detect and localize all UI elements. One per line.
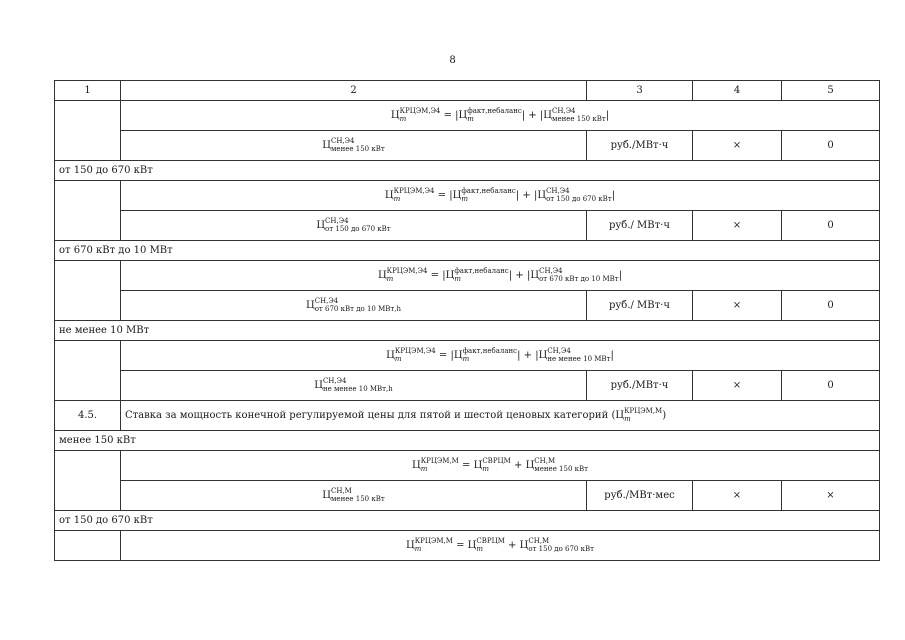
- formula-formula-0-term1-symbol: [458, 107, 522, 123]
- formula-formula2-1-term2-indices: [528, 538, 594, 553]
- unit-cell: руб./МВт·ч: [587, 371, 693, 401]
- formula-formula2-1-term2-letter: Ц: [519, 540, 529, 551]
- formula-formula-1-abs-close: |: [515, 190, 520, 201]
- formula-formula-1-lhs-letter: Ц: [384, 190, 394, 201]
- range-label-cell: от 150 до 670 кВт: [55, 511, 880, 531]
- formula-formula-0-lhs-superscript: КРЦЭМ,Э4: [399, 107, 441, 115]
- param-0-subscript: менее 150 кВт: [330, 145, 385, 153]
- param-0-symbol: [322, 137, 385, 153]
- stavka-superscript: КРЦЭМ,М: [624, 407, 663, 415]
- formula-formula-1-abs-open2: |: [533, 190, 538, 201]
- formula-formula2-1-lhs-symbol: [406, 537, 453, 553]
- label-row: [55, 431, 880, 451]
- formula-formula-2-lhs-symbol: [377, 267, 428, 283]
- formula-formula-3-lhs-indices: [395, 348, 436, 363]
- formula-formula-2-term1-letter: Ц: [445, 270, 455, 281]
- formula-formula2-0-lhs-superscript: КРЦЭМ,М: [420, 457, 459, 465]
- formula-formula2-0-term2-letter: Ц: [525, 460, 535, 471]
- formula-formula2-0-lhs-symbol: [411, 457, 459, 473]
- header-col-2: 2: [121, 81, 587, 101]
- formula-formula-2-term2-symbol: [530, 267, 619, 283]
- col4-cell: ×: [693, 211, 782, 241]
- tariff-table: [54, 80, 880, 561]
- header-row: [55, 81, 880, 101]
- param-2-symbol: [305, 297, 402, 313]
- formula2-row: [55, 451, 880, 481]
- formula-cell: [121, 341, 880, 371]
- formula-formula2-0: [411, 457, 589, 473]
- formula-formula-0-term2-superscript: СН,Э4: [552, 107, 576, 115]
- formula-formula-0-equals: =: [440, 110, 456, 121]
- param-1-superscript: СН,Э4: [325, 217, 349, 225]
- formula-formula-2-abs-close: |: [508, 270, 513, 281]
- formula-formula-1-term2-indices: [546, 188, 612, 203]
- formula-formula2-1-equals: =: [452, 540, 468, 551]
- param-symbol-cell: [121, 131, 587, 161]
- col4-cell: ×: [693, 481, 782, 511]
- formula-formula2-1-term1-indices: [476, 538, 504, 553]
- formula-formula-0-abs-open: |: [455, 110, 459, 121]
- param-3-symbol: [314, 377, 393, 393]
- param-row: [55, 291, 880, 321]
- formula-formula-3-term2-subscript: не менее 10 МВт: [547, 355, 611, 363]
- formula-formula-2-lhs-letter: Ц: [377, 270, 387, 281]
- formula-formula-0-term2-letter: Ц: [543, 110, 553, 121]
- formula-formula-0-term1-indices: [467, 108, 522, 123]
- formula-formula-1-term1-superscript: факт,небаланс: [461, 187, 516, 195]
- formula-formula2-0-term1-letter: Ц: [473, 460, 483, 471]
- col5-cell: 0: [782, 211, 880, 241]
- col4-cell: ×: [693, 371, 782, 401]
- formula-formula-3-abs-close: |: [517, 350, 521, 361]
- formula-formula-1-term2-letter: Ц: [537, 190, 547, 201]
- formula-formula-2: [377, 267, 623, 283]
- formula-formula-3-term2-superscript: СН,Э4: [547, 347, 571, 355]
- range-label-cell: менее 150 кВт: [55, 431, 880, 451]
- formula-formula-1-abs-close2: |: [611, 190, 616, 201]
- formula-formula2-0-term1-symbol: [473, 457, 511, 473]
- formula-formula-3-equals: =: [435, 350, 451, 361]
- formula-formula-1-term1-subscript: m: [461, 195, 468, 203]
- formula-cell: [121, 451, 880, 481]
- param-4-letter: Ц: [322, 490, 331, 501]
- formula-formula-1-term2-superscript: СН,Э4: [546, 187, 570, 195]
- param-4-subscript: менее 150 кВт: [330, 495, 385, 503]
- formula-formula-2-lhs-subscript: m: [386, 275, 394, 283]
- formula-formula-3: [386, 347, 614, 363]
- formula-formula-0-plus: +: [525, 110, 540, 121]
- stavka-indices: [624, 408, 662, 423]
- param-1-indices: [325, 218, 391, 233]
- label-row: [55, 241, 880, 261]
- item-number-cell: 4.5.: [55, 401, 121, 431]
- formula-formula-2-term2-indices: [539, 268, 619, 283]
- formula-cell: [121, 101, 880, 131]
- range-label-cell: от 670 кВт до 10 МВт: [55, 241, 880, 261]
- page-number: 8: [449, 55, 456, 66]
- stavka-text: Ставка за мощность конечной регулируемой цены для пятой и шестой ценовых категорий (Ц: [125, 410, 625, 421]
- formula-formula-3-term2-symbol: [538, 347, 614, 363]
- formula-formula-1-term1-indices: [461, 188, 516, 203]
- col4-cell: ×: [693, 291, 782, 321]
- formula-formula-2-term2-subscript: от 670 кВт до 10 МВт: [539, 275, 619, 283]
- formula-formula-1-term2-symbol: [537, 187, 612, 203]
- formula-formula-1: [384, 187, 616, 203]
- formula-formula-3-term2-indices: [547, 348, 610, 363]
- col5-cell: ×: [782, 481, 880, 511]
- param-row: [55, 481, 880, 511]
- formula-formula2-0-term1-subscript: m: [482, 465, 489, 473]
- formula-formula2-0-term2-symbol: [525, 457, 589, 473]
- param-symbol-cell: [121, 211, 587, 241]
- formula-formula2-0-term2-subscript: менее 150 кВт: [534, 465, 589, 473]
- formula-formula2-0-term2-indices: [534, 458, 588, 473]
- formula-formula-2-abs-open2: |: [526, 270, 531, 281]
- formula-formula-2-term1-symbol: [445, 267, 509, 283]
- formula-formula-3-term1-indices: [462, 347, 521, 363]
- left-empty-cell: [55, 181, 121, 241]
- formula-formula-2-equals: =: [427, 270, 443, 281]
- param-row: [55, 211, 880, 241]
- formula-formula2-1-term1-subscript: m: [476, 545, 484, 553]
- formula-formula2-1-lhs-superscript: КРЦЭМ,М: [414, 537, 453, 545]
- stavka-close: ): [662, 410, 667, 421]
- param-row: [55, 371, 880, 401]
- formula-row: [55, 261, 880, 291]
- param-1-symbol: [316, 217, 391, 233]
- formula-formula-2-abs-open: |: [442, 270, 446, 281]
- formula-formula-3-abs-open2: |: [535, 350, 539, 361]
- left-empty-cell: [55, 101, 121, 161]
- formula-formula-0-term2-indices: [552, 108, 606, 123]
- formula-formula2-1-term2-subscript: от 150 до 670 кВт: [528, 545, 594, 553]
- formula-formula-3-abs-open: |: [450, 350, 454, 361]
- formula-formula-3-term1-symbol: [453, 347, 518, 363]
- formula-formula-1-lhs-subscript: m: [393, 195, 401, 203]
- formula-cell: [121, 181, 880, 211]
- formula-formula2-1-plus: +: [504, 540, 520, 551]
- formula-formula-1-abs-open: |: [449, 190, 453, 201]
- formula-formula-3-lhs-subscript: m: [394, 355, 402, 363]
- formula-formula-3-abs-close2: |: [610, 350, 614, 361]
- formula-formula-3-term1-superscript: факт,небаланс: [462, 347, 518, 355]
- param-1-letter: Ц: [316, 220, 326, 231]
- formula-formula-0-abs-close: |: [521, 110, 526, 121]
- formula-formula2-0-lhs-subscript: m: [420, 465, 428, 473]
- param-row: [55, 131, 880, 161]
- formula-formula-2-abs-close2: |: [618, 270, 623, 281]
- formula-formula-0-lhs-indices: [400, 108, 441, 123]
- stavka-subscript: m: [624, 415, 631, 423]
- formula-formula-1-lhs-indices: [394, 188, 435, 203]
- col4-cell: ×: [693, 131, 782, 161]
- formula-formula-0-lhs-symbol: [390, 107, 441, 123]
- formula-formula-0-term1-subscript: m: [467, 115, 474, 123]
- header-col-3: 3: [587, 81, 693, 101]
- formula-formula-3-term1-letter: Ц: [453, 350, 463, 361]
- unit-cell: руб./МВт·ч: [587, 131, 693, 161]
- param-2-letter: Ц: [305, 300, 315, 311]
- param-2-superscript: СН,Э4: [314, 297, 339, 305]
- formula-formula-0-term2-symbol: [543, 107, 606, 123]
- formula-formula2-0-lhs-indices: [421, 458, 459, 473]
- formula-formula2-0-term2-superscript: СН,М: [534, 457, 556, 465]
- formula-formula2-0-lhs-letter: Ц: [411, 460, 421, 471]
- formula-formula2-1-term1-symbol: [467, 537, 505, 553]
- unit-cell: руб./ МВт·ч: [587, 211, 693, 241]
- formula-formula-0-term1-letter: Ц: [458, 110, 468, 121]
- header-col-4: 4: [693, 81, 782, 101]
- formula-formula-0-term2-subscript: менее 150 кВт: [552, 115, 606, 123]
- stavka-row: [55, 401, 880, 431]
- formula-formula-0-lhs-letter: Ц: [390, 110, 400, 121]
- formula-formula-3-lhs-symbol: [386, 347, 436, 363]
- col5-cell: 0: [782, 371, 880, 401]
- formula-formula-2-lhs-superscript: КРЦЭМ,Э4: [386, 267, 428, 275]
- header-col-5: 5: [782, 81, 880, 101]
- formula-formula-2-term2-superscript: СН,Э4: [539, 267, 563, 275]
- formula-formula2-0-equals: =: [458, 460, 474, 471]
- left-empty-cell: [55, 451, 121, 511]
- formula-formula-3-plus: +: [520, 350, 536, 361]
- param-0-letter: Ц: [322, 140, 331, 151]
- unit-cell: руб./ МВт·ч: [587, 291, 693, 321]
- param-1-subscript: от 150 до 670 кВт: [325, 225, 391, 233]
- formula-formula-3-lhs-superscript: КРЦЭМ,Э4: [394, 347, 436, 355]
- formula-formula2-1-lhs-letter: Ц: [406, 540, 415, 551]
- param-4-indices: [331, 488, 385, 503]
- formula-formula2-0-plus: +: [510, 460, 526, 471]
- formula-formula-3-lhs-letter: Ц: [386, 350, 395, 361]
- formula-formula-1-equals: =: [434, 190, 450, 201]
- param-3-indices: [323, 378, 393, 393]
- formula2-row: [55, 531, 880, 561]
- formula-formula2-0-term1-indices: [482, 458, 510, 473]
- formula-formula-2-term2-letter: Ц: [530, 270, 540, 281]
- formula-formula-0-abs-open2: |: [539, 110, 544, 121]
- col5-cell: 0: [782, 131, 880, 161]
- param-0-indices: [331, 138, 385, 153]
- left-empty-cell: [55, 261, 121, 321]
- formula-cell: [121, 261, 880, 291]
- left-empty-cell: [55, 531, 121, 561]
- formula-formula-0: [390, 107, 610, 123]
- formula-formula-2-term1-subscript: m: [454, 275, 461, 283]
- formula-formula2-1-lhs-subscript: m: [414, 545, 422, 553]
- col5-cell: 0: [782, 291, 880, 321]
- param-3-subscript: не менее 10 МВт,h: [322, 385, 393, 393]
- range-label-cell: от 150 до 670 кВт: [55, 161, 880, 181]
- formula-formula-2-lhs-indices: [387, 268, 428, 283]
- formula-formula2-1: [406, 537, 594, 553]
- formula-formula-1-term1-letter: Ц: [452, 190, 462, 201]
- formula-formula-2-plus: +: [512, 270, 527, 281]
- formula-formula-3-term2-letter: Ц: [538, 350, 548, 361]
- param-symbol-cell: [121, 481, 587, 511]
- formula-formula-1-term2-subscript: от 150 до 670 кВт: [546, 195, 612, 203]
- range-label-cell: не менее 10 МВт: [55, 321, 880, 341]
- param-2-subscript: от 670 кВт до 10 МВт,h: [314, 305, 402, 313]
- stavka-text-cell: [121, 401, 880, 431]
- formula-formula-1-lhs-symbol: [384, 187, 435, 203]
- label-row: [55, 511, 880, 531]
- formula-formula-0-term1-superscript: факт,небаланс: [467, 107, 522, 115]
- formula-formula2-0-term1-superscript: СВРЦМ: [482, 457, 511, 465]
- param-4-symbol: [322, 487, 385, 503]
- formula-formula-0-lhs-subscript: m: [399, 115, 407, 123]
- formula-formula2-1-term1-superscript: СВРЦМ: [476, 537, 505, 545]
- left-empty-cell: [55, 341, 121, 401]
- label-row: [55, 321, 880, 341]
- param-3-superscript: СН,Э4: [322, 377, 347, 385]
- formula-row: [55, 341, 880, 371]
- param-symbol-cell: [121, 291, 587, 321]
- formula-formula-1-term1-symbol: [452, 187, 516, 203]
- unit-cell: руб./МВт·мес: [587, 481, 693, 511]
- formula-formula-0-abs-close2: |: [605, 110, 610, 121]
- formula-row: [55, 181, 880, 211]
- formula-formula2-1-term2-symbol: [519, 537, 594, 553]
- formula-formula2-1-term1-letter: Ц: [467, 540, 477, 551]
- formula-formula-2-term1-superscript: факт,небаланс: [454, 267, 509, 275]
- formula-row: [55, 101, 880, 131]
- label-row: [55, 161, 880, 181]
- formula-formula2-1-lhs-indices: [415, 538, 453, 553]
- param-4-superscript: СН,М: [330, 487, 352, 495]
- formula-cell: [121, 531, 880, 561]
- param-2-indices: [315, 298, 401, 313]
- formula-formula-1-lhs-superscript: КРЦЭМ,Э4: [393, 187, 435, 195]
- formula-formula-1-plus: +: [519, 190, 534, 201]
- param-0-superscript: СН,Э4: [330, 137, 355, 145]
- formula-formula-2-term1-indices: [454, 268, 509, 283]
- formula-formula-3-term1-subscript: m: [462, 355, 470, 363]
- param-3-letter: Ц: [314, 380, 323, 391]
- param-symbol-cell: [121, 371, 587, 401]
- formula-formula2-1-term2-superscript: СН,М: [528, 537, 550, 545]
- header-col-1: 1: [55, 81, 121, 101]
